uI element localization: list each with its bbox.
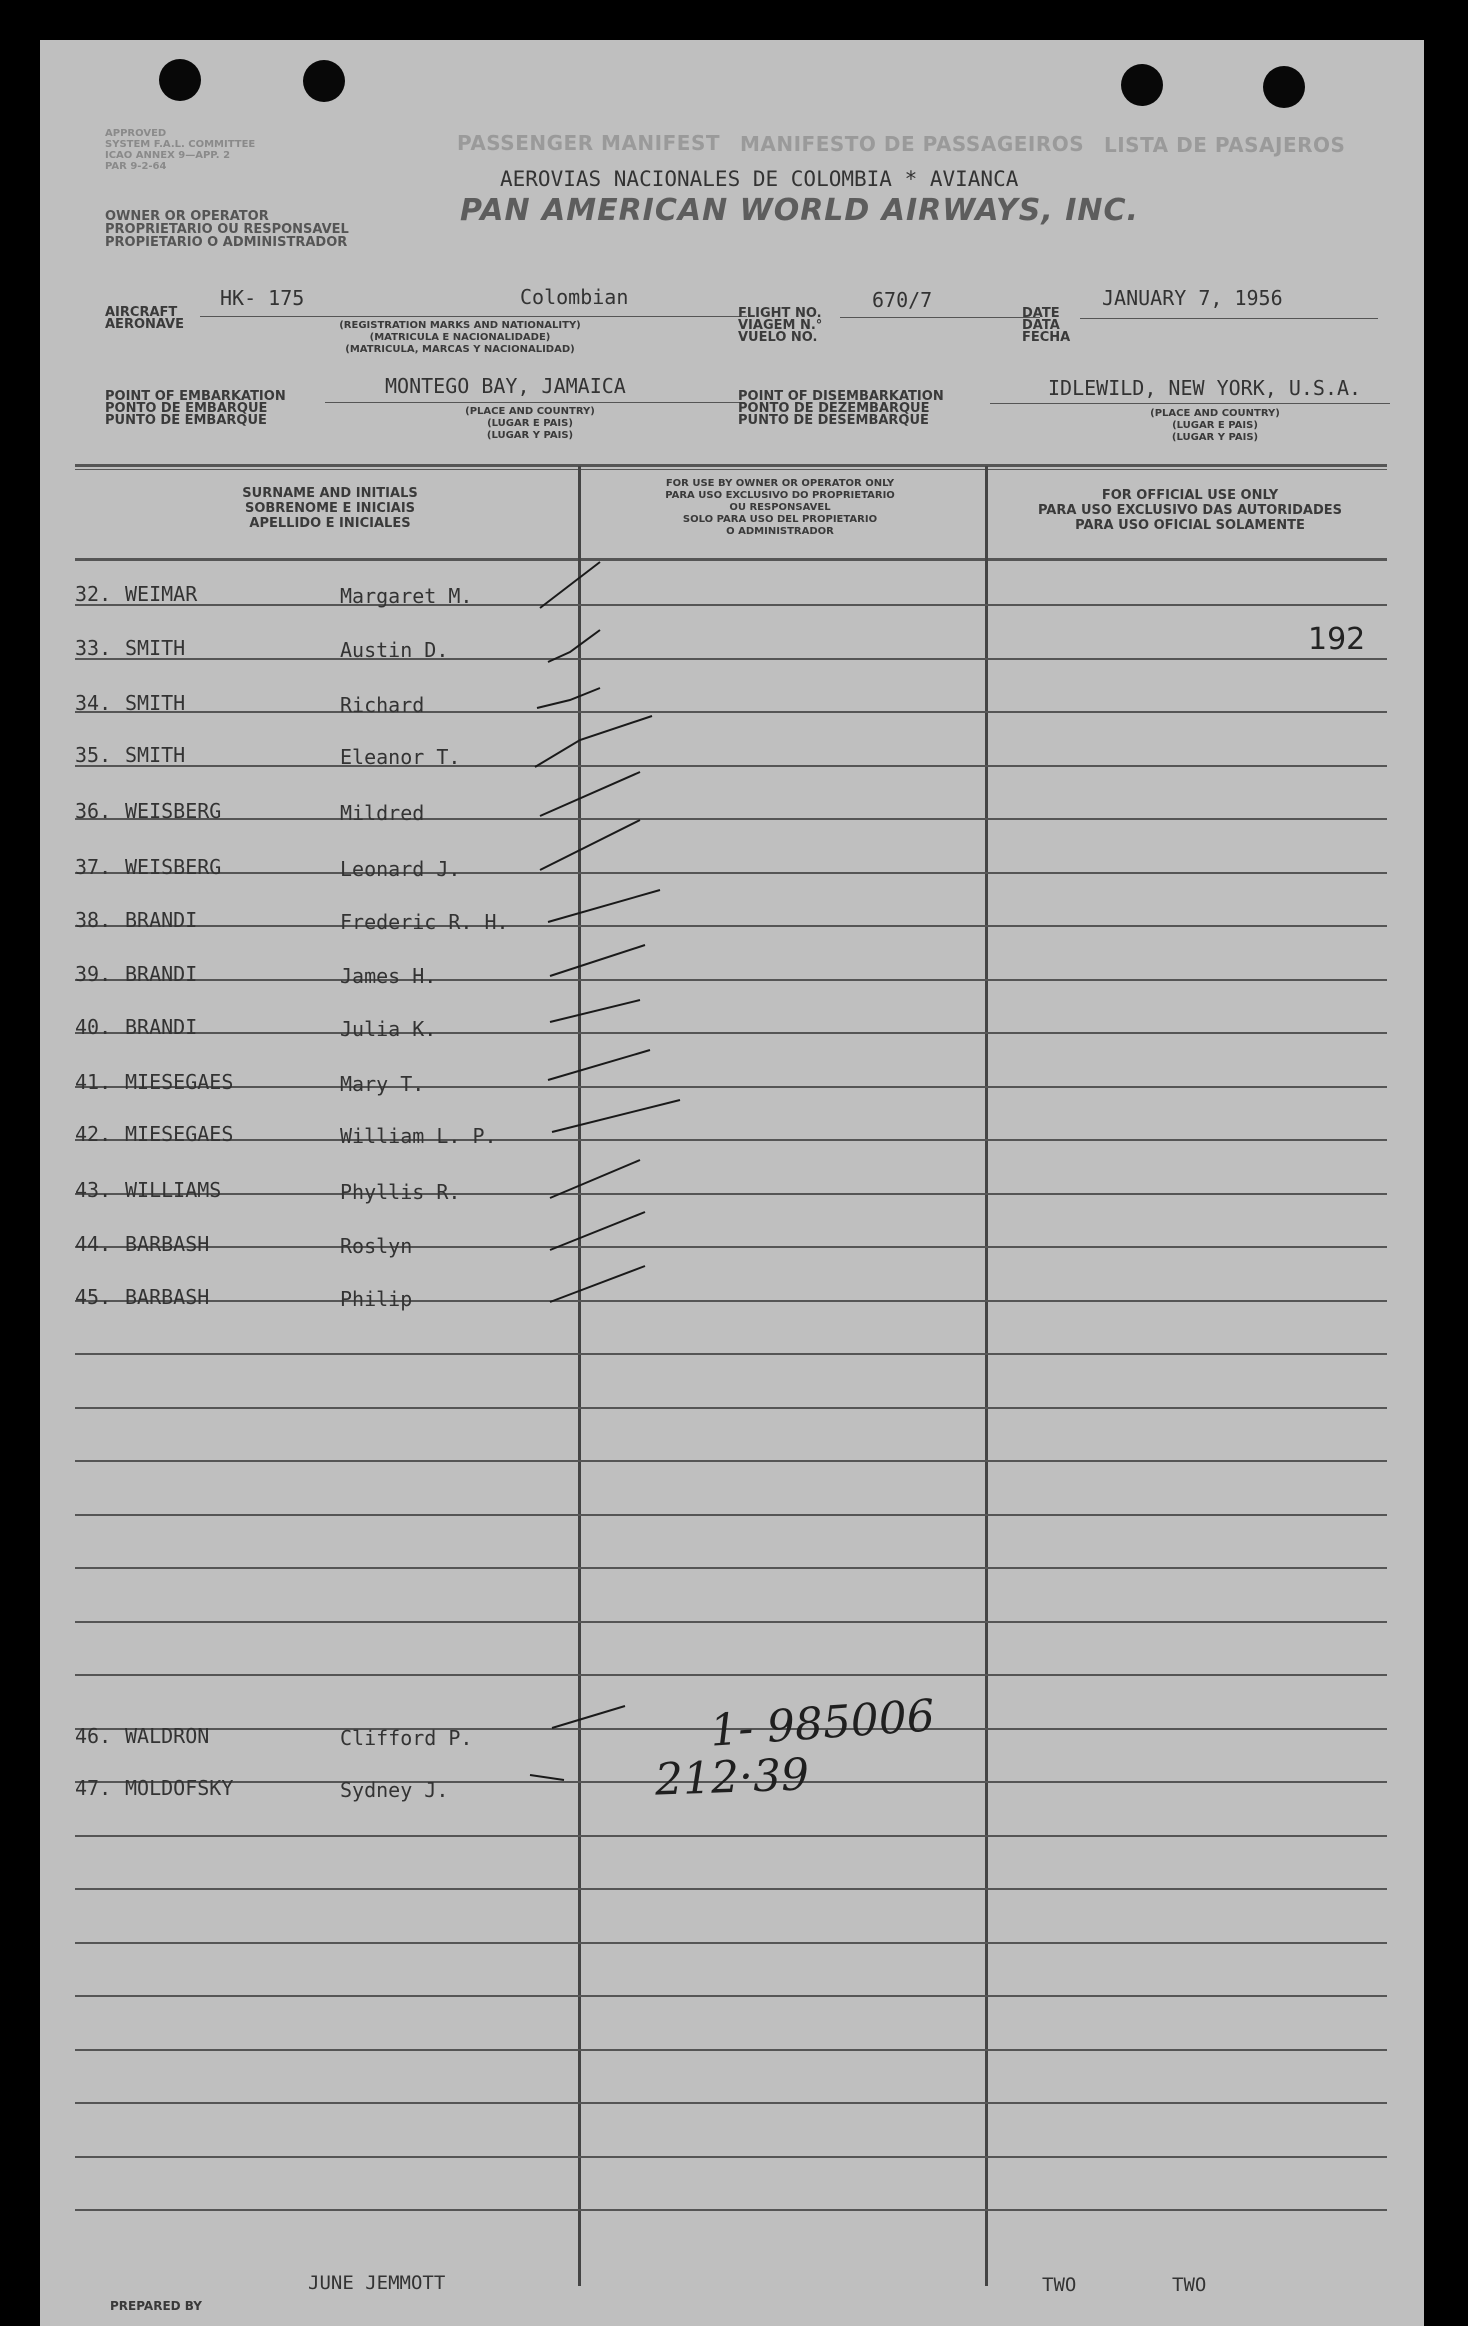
- check-mark: [548, 890, 660, 922]
- disembark-label-line: POINT OF DISEMBARKATION: [738, 389, 944, 404]
- passenger-number: 43.: [75, 1178, 112, 1202]
- disembark-value: IDLEWILD, NEW YORK, U.S.A.: [1048, 376, 1362, 400]
- passenger-given-name: Richard: [340, 693, 425, 717]
- passenger-number: 44.: [75, 1232, 112, 1256]
- passenger-surname: SMITH: [125, 743, 186, 767]
- header-line: OU RESPONSAVEL: [729, 502, 831, 513]
- passenger-number: 45.: [75, 1285, 112, 1309]
- check-mark: [537, 688, 600, 708]
- check-mark: [530, 1775, 564, 1780]
- passenger-given-name: Frederic R. H.: [340, 910, 509, 934]
- page-number: TWO: [1042, 2274, 1077, 2296]
- disembark-label-line: PONTO DE DEZEMBARQUE: [738, 401, 930, 416]
- embark-label-line: POINT OF EMBARKATION: [105, 389, 286, 404]
- check-mark: [540, 820, 640, 870]
- check-mark: [540, 772, 640, 816]
- passenger-number: 37.: [75, 855, 112, 879]
- passenger-surname: WALDRON: [125, 1724, 210, 1748]
- passenger-surname: BRANDI: [125, 908, 198, 932]
- passenger-given-name: Clifford P.: [340, 1726, 473, 1750]
- flight-number: 670/7: [872, 288, 933, 312]
- check-mark: [550, 945, 645, 976]
- caption-line: (LUGAR E PAIS): [1172, 420, 1258, 431]
- caption-line: (PLACE AND COUNTRY): [465, 406, 595, 417]
- passenger-surname: MOLDOFSKY: [125, 1776, 234, 1800]
- check-mark: [550, 1000, 640, 1022]
- passenger-given-name: Eleanor T.: [340, 745, 461, 769]
- check-mark: [550, 1212, 645, 1250]
- passenger-surname: BRANDI: [125, 1015, 198, 1039]
- passenger-given-name: Sydney J.: [340, 1778, 449, 1802]
- approval-line: ICAO ANNEX 9—APP. 2: [105, 150, 231, 161]
- passenger-given-name: Leonard J.: [340, 857, 461, 881]
- passenger-number: 41.: [75, 1070, 112, 1094]
- passenger-number: 39.: [75, 962, 112, 986]
- passenger-number: 33.: [75, 636, 112, 660]
- passenger-surname: WEISBERG: [125, 799, 222, 823]
- passenger-number: 35.: [75, 743, 112, 767]
- passenger-number: 40.: [75, 1015, 112, 1039]
- check-mark: [540, 562, 600, 608]
- header-line: PARA USO EXCLUSIVO DAS AUTORIDADES: [1037, 503, 1343, 518]
- passenger-number: 32.: [75, 582, 112, 606]
- caption-line: (PLACE AND COUNTRY): [1150, 408, 1280, 419]
- date-label-line: DATA: [1022, 318, 1060, 333]
- passenger-given-name: Roslyn: [340, 1234, 413, 1258]
- owner-label-line: PROPRIETARIO OU RESPONSAVEL: [105, 222, 349, 237]
- operator-line-1: AEROVIAS NACIONALES DE COLOMBIA * AVIANCA: [500, 167, 1019, 191]
- passenger-surname: WILLIAMS: [125, 1178, 222, 1202]
- handwritten-amount: 212·39: [654, 1749, 810, 1806]
- disembark-label-line: PUNTO DE DESEMBARQUE: [738, 413, 929, 428]
- owner-label-line: OWNER OR OPERATOR: [105, 209, 269, 224]
- header-line: PARA USO EXCLUSIVO DO PROPRIETARIO: [665, 490, 895, 501]
- aircraft-registration: HK- 175: [220, 286, 305, 310]
- date-label-line: DATE: [1022, 306, 1060, 321]
- aircraft-label-line: AERONAVE: [105, 317, 185, 332]
- embark-value: MONTEGO BAY, JAMAICA: [385, 374, 626, 398]
- passenger-given-name: Austin D.: [340, 638, 449, 662]
- handwritten-ticket-number: 1- 985006: [708, 1690, 937, 1757]
- embark-label-line: PONTO DE EMBARQUE: [105, 401, 268, 416]
- header-line: SOLO PARA USO DEL PROPIETARIO: [682, 514, 878, 525]
- passenger-given-name: Mary T.: [340, 1072, 425, 1096]
- passenger-surname: WEIMAR: [125, 582, 198, 606]
- header-line: SOBRENOME E INICIAIS: [244, 501, 416, 516]
- aircraft-nationality: Colombian: [520, 285, 629, 309]
- aircraft-label-line: AIRCRAFT: [105, 305, 178, 320]
- header-line: O ADMINISTRADOR: [726, 526, 834, 537]
- check-mark-group: [530, 562, 680, 1780]
- header-line: PARA USO OFICIAL SOLAMENTE: [1075, 518, 1305, 533]
- title-portuguese: MANIFESTO DE PASSAGEIROS: [740, 132, 1085, 156]
- approval-line: SYSTEM F.A.L. COMMITTEE: [105, 139, 256, 150]
- title-english: PASSENGER MANIFEST: [457, 131, 720, 155]
- check-mark: [548, 1050, 650, 1080]
- passenger-surname: BARBASH: [125, 1285, 210, 1309]
- passenger-given-name: Philip: [340, 1287, 413, 1311]
- passenger-surname: MIESEGAES: [125, 1070, 234, 1094]
- check-mark: [548, 630, 600, 662]
- prepared-by-label: PREPARED BY: [110, 2299, 202, 2313]
- passenger-given-name: William L. P.: [340, 1124, 497, 1148]
- header-line: FOR OFFICIAL USE ONLY: [1101, 488, 1279, 503]
- passenger-number: 38.: [75, 908, 112, 932]
- passenger-number: 34.: [75, 691, 112, 715]
- date-label-line: FECHA: [1022, 330, 1071, 345]
- passenger-given-name: Julia K.: [340, 1017, 437, 1041]
- caption-line: (LUGAR Y PAIS): [1171, 432, 1259, 443]
- operator-line-2: PAN AMERICAN WORLD AIRWAYS, INC.: [460, 193, 1139, 228]
- header-line: APELLIDO E INICIALES: [249, 516, 411, 531]
- flight-label-line: FLIGHT NO.: [738, 306, 822, 321]
- check-mark: [552, 1706, 625, 1728]
- passenger-given-name: James H.: [340, 964, 437, 988]
- passenger-number: 42.: [75, 1122, 112, 1146]
- owner-label-line: PROPIETARIO O ADMINISTRADOR: [105, 235, 348, 250]
- approval-line: PAR 9-2-64: [105, 161, 167, 172]
- passenger-given-name: Phyllis R.: [340, 1180, 461, 1204]
- caption-line: (REGISTRATION MARKS AND NATIONALITY): [339, 320, 581, 331]
- caption-line: (MATRICULA, MARCAS Y NACIONALIDAD): [345, 344, 575, 355]
- official-note-192: 192: [1308, 622, 1366, 657]
- caption-line: (MATRICULA E NACIONALIDADE): [369, 332, 551, 343]
- caption-line: (LUGAR E PAIS): [487, 418, 573, 429]
- manifest-page: [40, 40, 1424, 2326]
- check-mark: [550, 1266, 645, 1302]
- flight-date: JANUARY 7, 1956: [1102, 286, 1283, 310]
- title-spanish: LISTA DE PASAJEROS: [1104, 133, 1346, 157]
- flight-label-line: VIAGEM N.°: [738, 318, 823, 333]
- approval-line: APPROVED: [105, 128, 167, 139]
- flight-label-line: VUELO NO.: [738, 330, 818, 345]
- check-mark: [550, 1160, 640, 1198]
- passenger-surname: SMITH: [125, 691, 186, 715]
- check-mark: [535, 716, 652, 767]
- check-marks: [40, 40, 1424, 2326]
- passenger-given-name: Mildred: [340, 801, 425, 825]
- passenger-surname: BARBASH: [125, 1232, 210, 1256]
- header-line: SURNAME AND INITIALS: [242, 486, 418, 501]
- passenger-number: 47.: [75, 1776, 112, 1800]
- passenger-surname: MIESEGAES: [125, 1122, 234, 1146]
- check-mark: [552, 1100, 680, 1132]
- page-total: TWO: [1172, 2274, 1207, 2296]
- passenger-number: 36.: [75, 799, 112, 823]
- passenger-surname: SMITH: [125, 636, 186, 660]
- passenger-given-name: Margaret M.: [340, 584, 473, 608]
- passenger-surname: BRANDI: [125, 962, 198, 986]
- passenger-surname: WEISBERG: [125, 855, 222, 879]
- passenger-number: 46.: [75, 1724, 112, 1748]
- caption-line: (LUGAR Y PAIS): [486, 430, 574, 441]
- embark-label-line: PUNTO DE EMBARQUE: [105, 413, 267, 428]
- prepared-by-value: JUNE JEMMOTT: [308, 2272, 446, 2294]
- header-line: FOR USE BY OWNER OR OPERATOR ONLY: [665, 478, 895, 489]
